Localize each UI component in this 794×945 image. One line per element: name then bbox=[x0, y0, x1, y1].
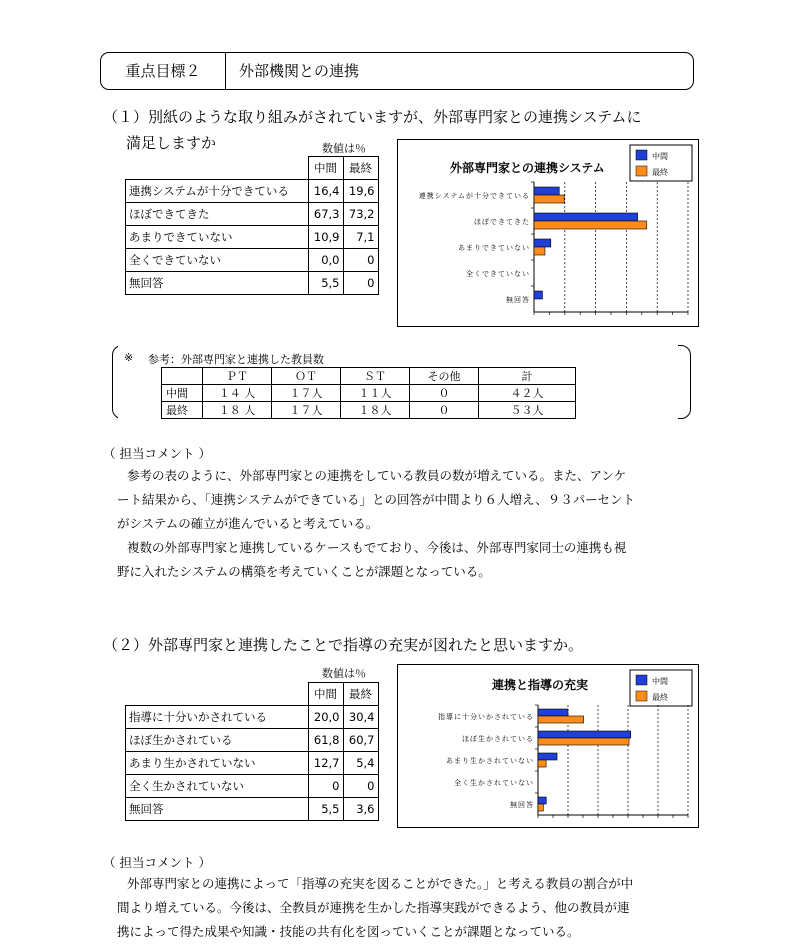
bar bbox=[534, 247, 545, 255]
final-value: 7,1 bbox=[343, 226, 378, 249]
bar bbox=[538, 753, 557, 760]
row-label: ほぼ生かされている bbox=[126, 729, 309, 752]
ref-cell: ０ bbox=[410, 402, 479, 419]
bar bbox=[538, 804, 543, 811]
legend-label: 最終 bbox=[652, 693, 668, 702]
ref-header: その他 bbox=[410, 368, 479, 385]
goal-header bbox=[100, 52, 694, 90]
mid-value: 20,0 bbox=[308, 706, 343, 729]
col-final: 最終 bbox=[343, 683, 378, 706]
row-label: あまりできていない bbox=[126, 226, 309, 249]
bar bbox=[534, 221, 647, 229]
legend-swatch bbox=[636, 691, 647, 701]
final-value: 0 bbox=[343, 272, 378, 295]
category-label: ほぼ生かされている bbox=[462, 735, 534, 743]
final-value: 30,4 bbox=[343, 706, 378, 729]
comment-1-body bbox=[103, 464, 693, 584]
ref-cell: １１人 bbox=[341, 385, 410, 402]
comment-line: ート結果から、「連携システムができている」との回答が中間より６人増え、９３パーセント bbox=[117, 492, 636, 507]
row-label: 指導に十分いかされている bbox=[126, 706, 309, 729]
goal-label: 重点目標２ bbox=[101, 53, 226, 89]
col-mid: 中間 bbox=[308, 157, 343, 180]
mid-value: 10,9 bbox=[308, 226, 343, 249]
mid-value: 67,3 bbox=[308, 203, 343, 226]
category-label: 無回答 bbox=[506, 296, 530, 304]
reference-mark: ※ bbox=[124, 351, 134, 364]
bar bbox=[534, 213, 638, 221]
bar bbox=[534, 291, 542, 299]
table-row bbox=[126, 798, 379, 821]
mid-value: 16,4 bbox=[308, 180, 343, 203]
ref-header: ＯＴ bbox=[272, 368, 341, 385]
ref-cell: 最終 bbox=[162, 402, 203, 419]
table-row bbox=[162, 385, 576, 402]
row-label: 全く生かされていない bbox=[126, 775, 309, 798]
reference-title: 参考：外部専門家と連携した教員数 bbox=[148, 353, 324, 366]
table-row bbox=[126, 226, 379, 249]
table-row bbox=[162, 402, 576, 419]
bar bbox=[534, 195, 564, 203]
col-mid: 中間 bbox=[308, 683, 343, 706]
ref-cell: １４ 人 bbox=[203, 385, 272, 402]
chart-title: 外部専門家との連携システム bbox=[450, 161, 605, 175]
bar bbox=[534, 187, 559, 195]
ref-header: 計 bbox=[479, 368, 576, 385]
row-label: 無回答 bbox=[126, 798, 309, 821]
reference-table bbox=[161, 367, 576, 419]
bar bbox=[538, 731, 631, 738]
final-value: 0 bbox=[343, 775, 378, 798]
chart-title: 連携と指導の充実 bbox=[492, 678, 589, 692]
row-label: 全くできていない bbox=[126, 249, 309, 272]
category-label: ほぼできてきた bbox=[474, 218, 530, 226]
mid-value: 0 bbox=[308, 775, 343, 798]
unit-note-2: 数値は％ bbox=[322, 667, 366, 680]
category-label: 指導に十分いかされている bbox=[438, 713, 534, 721]
final-value: 60,7 bbox=[343, 729, 378, 752]
table-row bbox=[126, 752, 379, 775]
row-label: ほぼできてきた bbox=[126, 203, 309, 226]
mid-value: 12,7 bbox=[308, 752, 343, 775]
chart-2 bbox=[397, 664, 699, 828]
comment-2-heading: （ 担当コメント ） bbox=[103, 855, 211, 870]
row-label: 無回答 bbox=[126, 272, 309, 295]
final-value: 0 bbox=[343, 249, 378, 272]
category-label: 全くできていない bbox=[466, 270, 530, 278]
mid-value: 5,5 bbox=[308, 798, 343, 821]
question-2: （２）外部専門家と連携したことで指導の充実が図れたと思いますか。 bbox=[103, 636, 584, 654]
ref-cell: １８人 bbox=[341, 402, 410, 419]
survey-table-2 bbox=[125, 682, 379, 821]
bar bbox=[538, 738, 629, 745]
question-1-line1: （１）別紙のような取り組みがされていますが、外部専門家との連携システムに bbox=[103, 108, 642, 126]
survey-table-1 bbox=[125, 156, 379, 295]
final-value: 5,4 bbox=[343, 752, 378, 775]
category-label: あまりできていない bbox=[458, 244, 530, 252]
legend-label: 中間 bbox=[652, 677, 668, 686]
category-label: あまり生かされていない bbox=[446, 757, 534, 765]
chart-1 bbox=[397, 139, 699, 327]
category-label: 全く生かされていない bbox=[454, 779, 534, 787]
comment-line: がシステムの確立が進んでいると考えている。 bbox=[117, 516, 379, 531]
table-row bbox=[126, 775, 379, 798]
final-value: 19,6 bbox=[343, 180, 378, 203]
legend-label: 中間 bbox=[652, 152, 668, 161]
mid-value: 5,5 bbox=[308, 272, 343, 295]
table-row bbox=[126, 706, 379, 729]
question-1-line2: 満足しますか bbox=[126, 134, 217, 152]
goal-title: 外部機関との連携 bbox=[239, 62, 360, 80]
ref-cell: ５３人 bbox=[479, 402, 576, 419]
comment-line: 外部専門家との連携によって「指導の充実を図ることができた。」と考える教員の割合が中 bbox=[127, 876, 634, 891]
ref-header: ＰＴ bbox=[203, 368, 272, 385]
comment-line: 携によって得た成果や知識・技能の共有化を図っていくことが課題となっている。 bbox=[117, 924, 580, 939]
final-value: 3,6 bbox=[343, 798, 378, 821]
legend-label: 最終 bbox=[652, 168, 668, 177]
ref-header bbox=[162, 368, 203, 385]
bar bbox=[538, 760, 546, 767]
ref-cell: １８ 人 bbox=[203, 402, 272, 419]
final-value: 73,2 bbox=[343, 203, 378, 226]
ref-cell: 中間 bbox=[162, 385, 203, 402]
unit-note-1: 数値は％ bbox=[322, 142, 366, 155]
table-row bbox=[126, 203, 379, 226]
category-label: 無回答 bbox=[510, 801, 534, 809]
comment-line: 野に入れたシステムの構築を考えていくことが課題となっている。 bbox=[117, 564, 491, 579]
mid-value: 0,0 bbox=[308, 249, 343, 272]
table-row bbox=[126, 729, 379, 752]
ref-cell: １７人 bbox=[272, 402, 341, 419]
table-row bbox=[126, 272, 379, 295]
ref-cell: ４２人 bbox=[479, 385, 576, 402]
mid-value: 61,8 bbox=[308, 729, 343, 752]
ref-cell: １７人 bbox=[272, 385, 341, 402]
row-label: あまり生かされていない bbox=[126, 752, 309, 775]
col-final: 最終 bbox=[343, 157, 378, 180]
comment-1-heading: （ 担当コメント ） bbox=[103, 446, 211, 461]
comment-2-body bbox=[103, 872, 693, 944]
bar bbox=[538, 709, 568, 716]
comment-line: 間より増えている。今後は、全教員が連携を生かした指導実践ができるよう、他の教員が連 bbox=[117, 900, 630, 915]
category-label: 連携システムが十分できている bbox=[418, 192, 530, 200]
bar bbox=[538, 716, 584, 723]
legend-swatch bbox=[636, 150, 647, 160]
comment-line: 参考の表のように、外部専門家との連携をしている教員の数が増えている。また、アンケ bbox=[127, 468, 627, 483]
bar bbox=[534, 239, 551, 247]
legend-swatch bbox=[636, 675, 647, 685]
table-row bbox=[126, 249, 379, 272]
ref-header: ＳＴ bbox=[341, 368, 410, 385]
ref-cell: ０ bbox=[410, 385, 479, 402]
comment-line: 複数の外部専門家と連携しているケースもでており、今後は、外部専門家同士の連携も視 bbox=[127, 540, 627, 555]
bar bbox=[538, 797, 546, 804]
row-label: 連携システムが十分できている bbox=[126, 180, 309, 203]
table-row bbox=[126, 180, 379, 203]
legend-swatch bbox=[636, 166, 647, 176]
